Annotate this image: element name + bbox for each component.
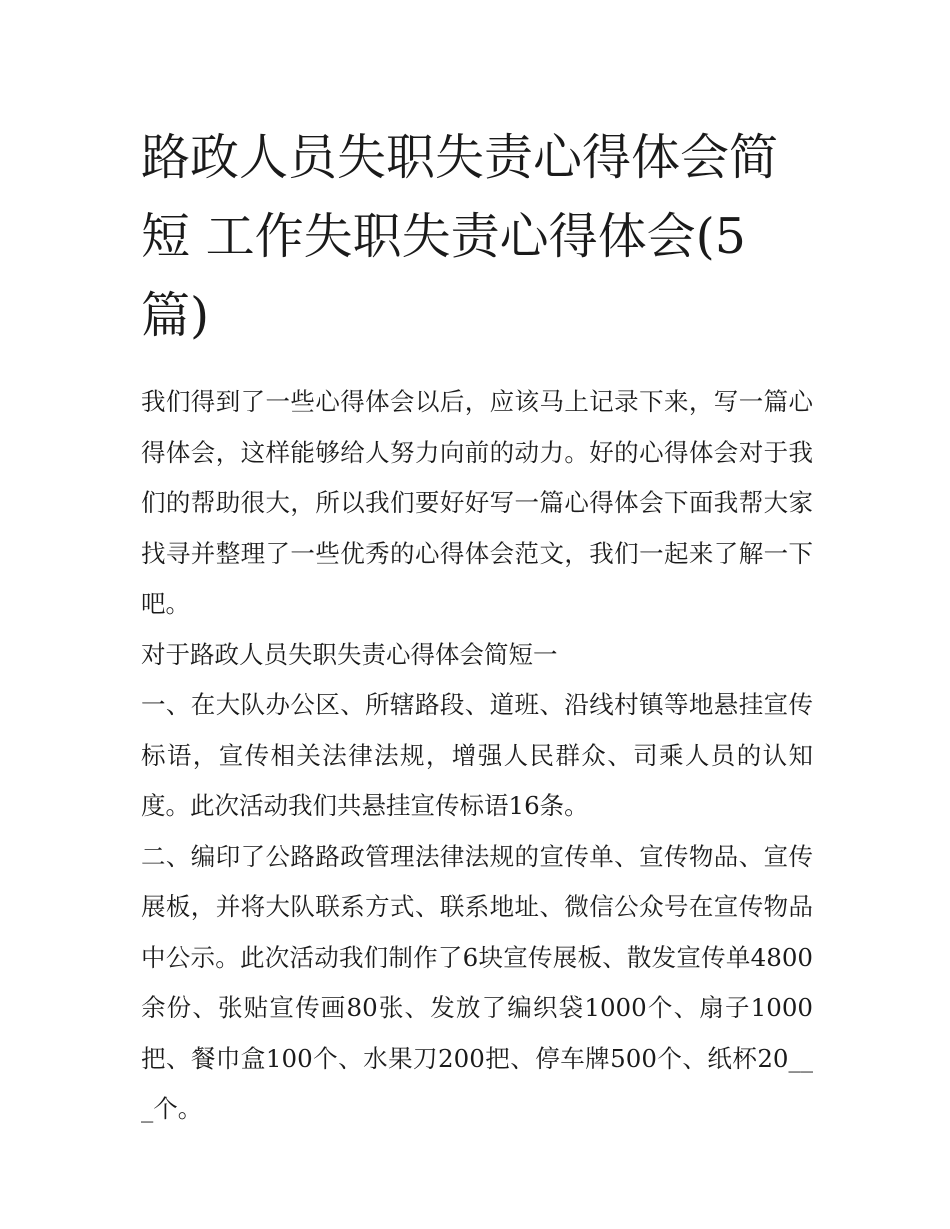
document-page	[141, 118, 813, 1135]
document-title: 路政人员失职失责心得体会简短 工作失职失责心得体会(5篇)	[141, 129, 779, 344]
section-heading: 对于路政人员失职失责心得体会简短一	[141, 639, 558, 669]
document-body	[141, 377, 813, 1135]
intro-paragraph: 我们得到了一些心得体会以后，应该马上记录下来，写一篇心得体会，这样能够给人努力向前的动力。好的心得体会对于我们的帮助很大，所以我们要好好写一篇心得体会下面我帮大家找寻并整理了一些优秀的心得体会范文，我们一起来了解一下吧。	[141, 387, 813, 618]
body-paragraph-1: 一、在大队办公区、所辖路段、道班、沿线村镇等地悬挂宣传标语，宣传相关法律法规，增强人民群众、司乘人员的认知度。此次活动我们共悬挂宣传标语16条。	[141, 690, 813, 820]
body-paragraph-2: 二、编印了公路路政管理法律法规的宣传单、宣传物品、宣传展板，并将大队联系方式、联系地址、微信公众号在宣传物品中公示。此次活动我们制作了6块宣传展板、散发宣传单4800余份、张贴宣传画80张、发放了编织袋1000个、扇子1000把、餐巾盒100个、水果刀200把、停车牌500个、纸杯20___个。	[141, 841, 813, 1123]
